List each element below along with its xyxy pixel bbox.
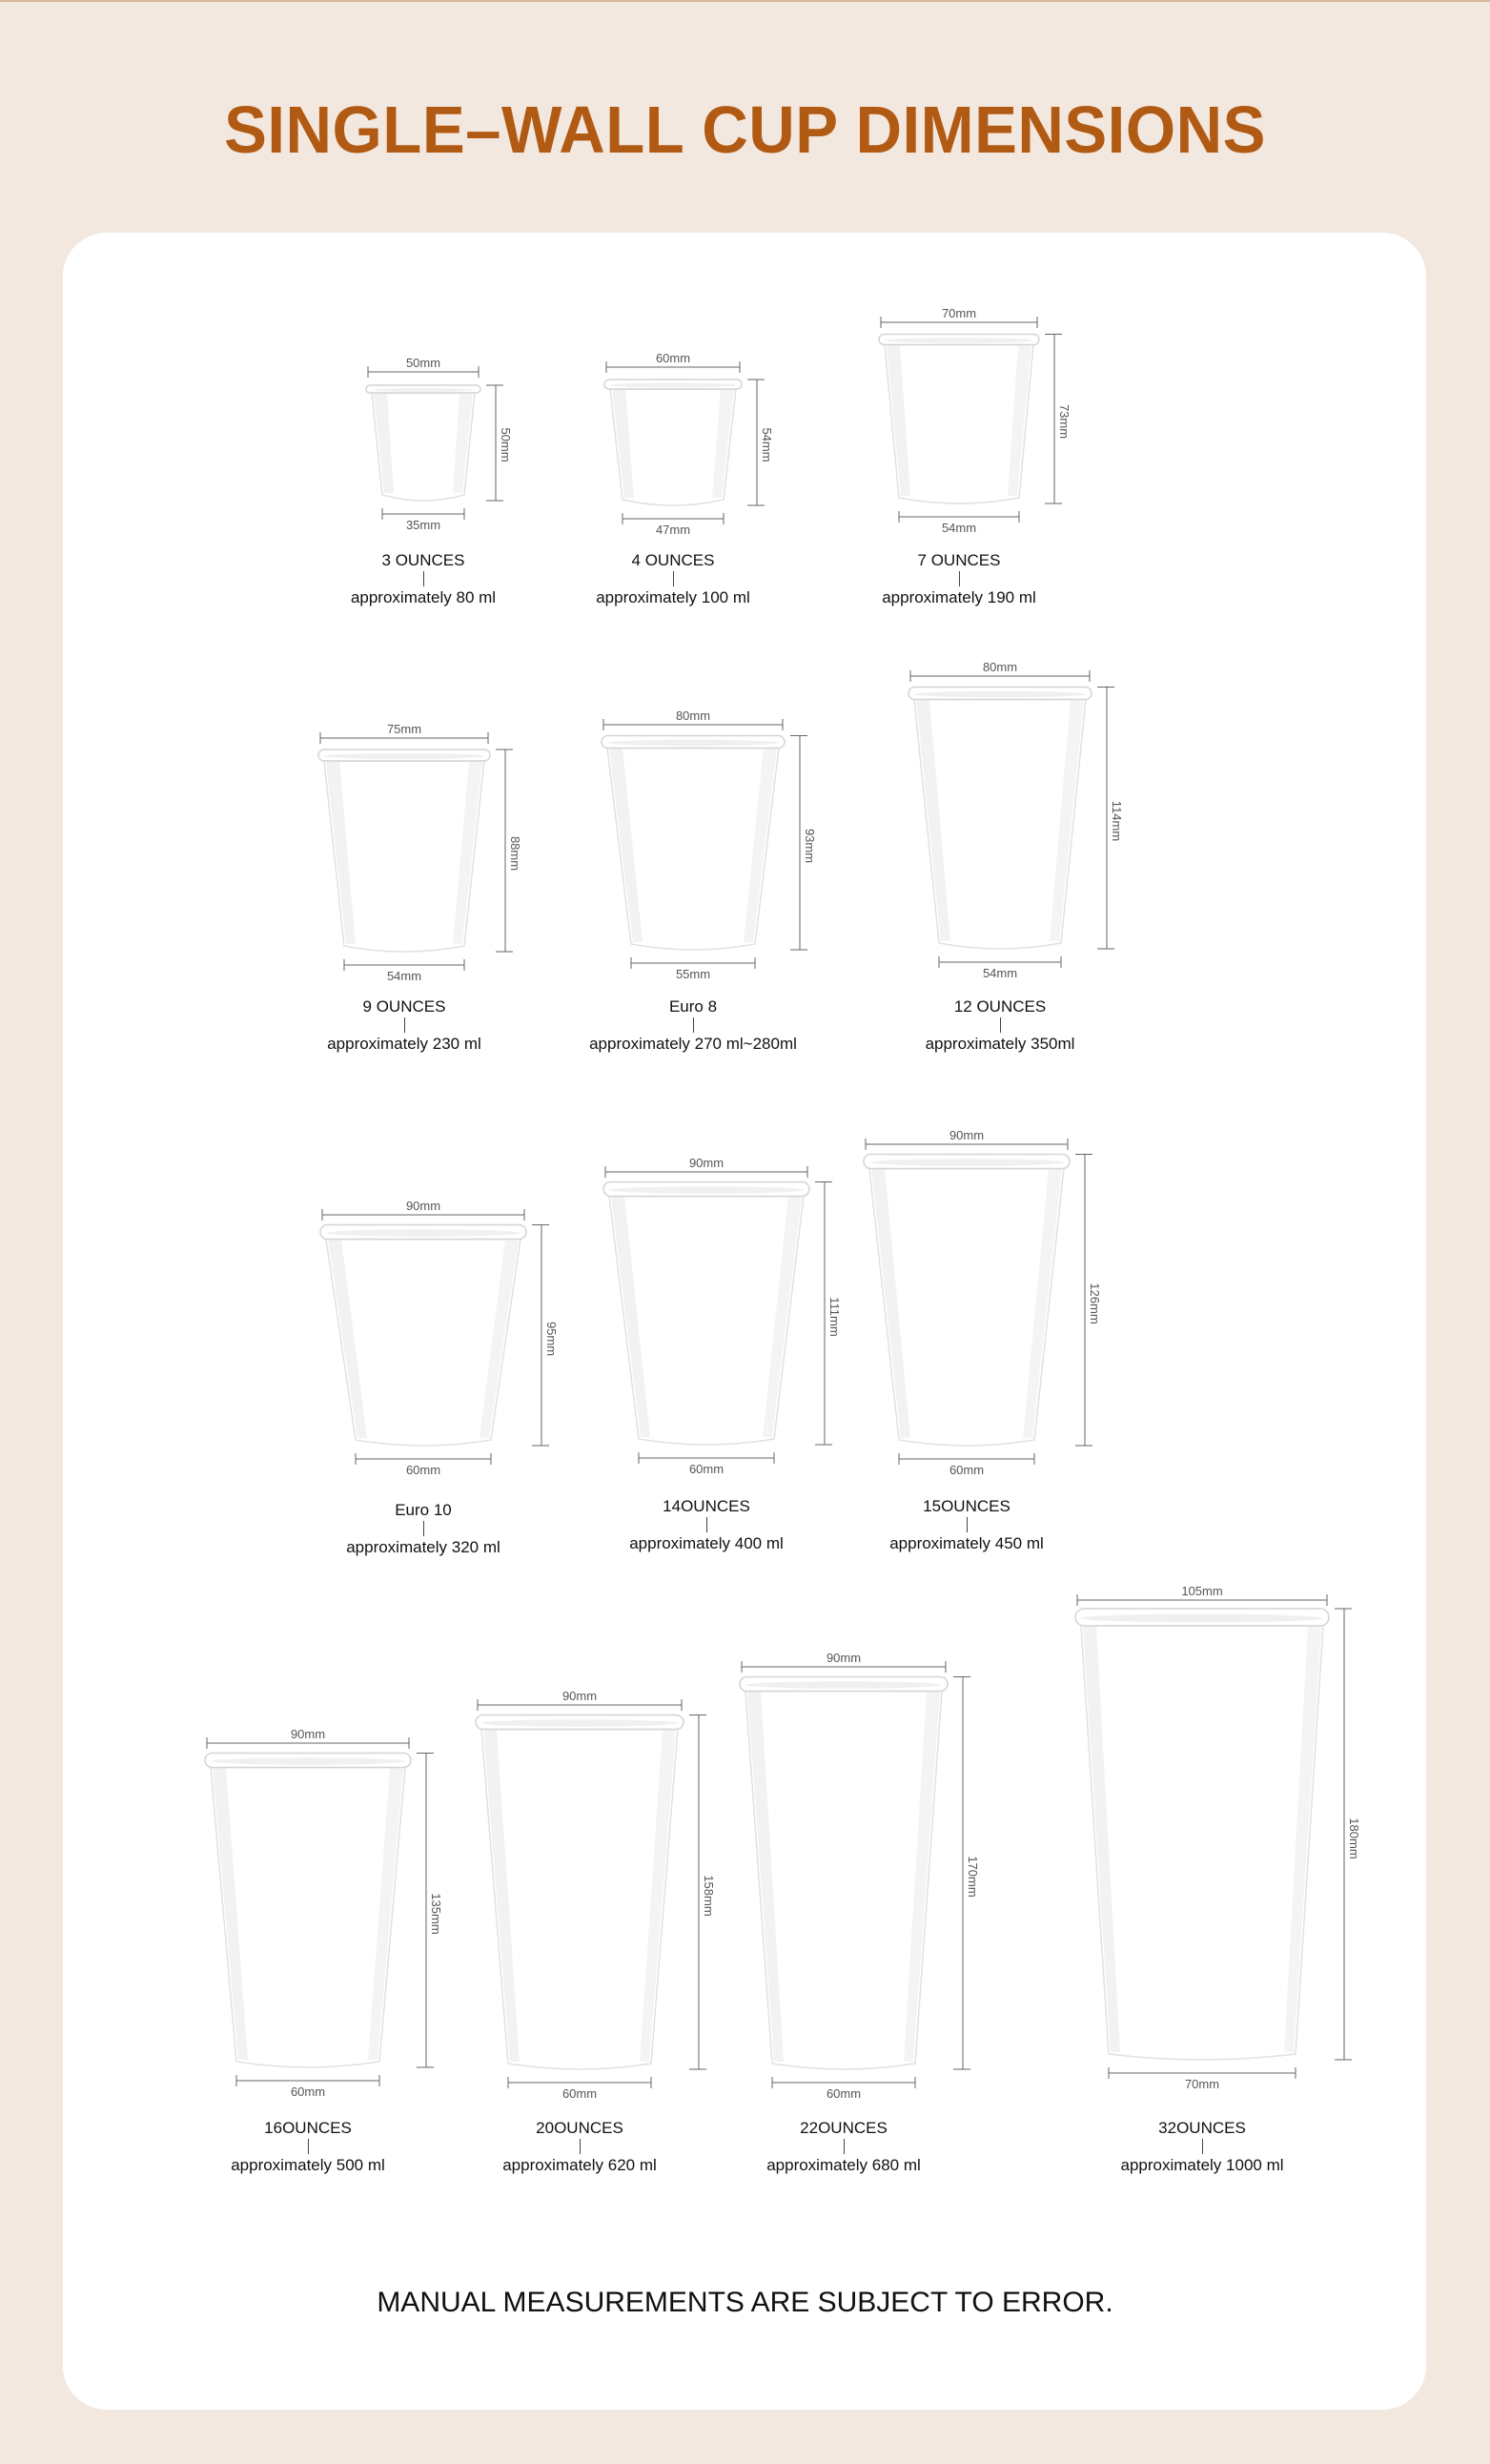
- cup-size-name: 14OUNCES: [663, 1497, 750, 1515]
- bottom-diameter-label: 35mm: [405, 518, 441, 532]
- bottom-diameter-label: 54mm: [941, 521, 977, 535]
- cup-size-name: 32OUNCES: [1158, 2119, 1246, 2137]
- bottom-diameter-label: 55mm: [675, 967, 711, 981]
- cup-volume: approximately 620 ml: [502, 2156, 657, 2174]
- height-label: 135mm: [429, 1893, 443, 1935]
- height-label: 95mm: [544, 1321, 559, 1357]
- cup-size-name: Euro 10: [395, 1501, 452, 1519]
- top-diameter-label: 80mm: [675, 708, 711, 723]
- top-diameter-label: 90mm: [561, 1689, 598, 1703]
- cup-volume: approximately 270 ml~280ml: [589, 1035, 797, 1053]
- caption-divider: [1202, 2139, 1203, 2154]
- top-diameter-label: 70mm: [941, 306, 977, 320]
- bottom-diameter-label: 60mm: [688, 1462, 725, 1476]
- cup-volume: approximately 1000 ml: [1120, 2156, 1284, 2174]
- bottom-diameter-label: 70mm: [1184, 2077, 1220, 2091]
- top-diameter-label: 90mm: [290, 1727, 326, 1741]
- cup-size-name: 12 OUNCES: [953, 997, 1047, 1016]
- top-diameter-label: 60mm: [655, 351, 691, 365]
- cup-size-name: 22OUNCES: [800, 2119, 888, 2137]
- bottom-diameter-label: 54mm: [386, 969, 422, 983]
- measurement-disclaimer: MANUAL MEASUREMENTS ARE SUBJECT TO ERROR.: [377, 2287, 1113, 2318]
- top-diameter-label: 90mm: [949, 1128, 985, 1142]
- cup-size-name: 16OUNCES: [264, 2119, 352, 2137]
- cup-volume: approximately 680 ml: [766, 2156, 921, 2174]
- cup-size-name: 9 OUNCES: [362, 997, 446, 1016]
- cup-volume: approximately 230 ml: [327, 1035, 481, 1053]
- cup-volume: approximately 320 ml: [346, 1538, 500, 1556]
- top-diameter-label: 90mm: [688, 1156, 725, 1170]
- height-label: 111mm: [827, 1297, 842, 1337]
- height-label: 126mm: [1088, 1283, 1102, 1324]
- page-title: SINGLE–WALL CUP DIMENSIONS: [224, 92, 1266, 167]
- height-label: 54mm: [760, 427, 774, 462]
- cup-volume: approximately 80 ml: [350, 588, 497, 606]
- bottom-diameter-label: 47mm: [655, 523, 691, 537]
- bottom-diameter-label: 60mm: [561, 2086, 598, 2101]
- height-label: 73mm: [1057, 403, 1072, 440]
- height-label: 50mm: [499, 427, 513, 462]
- bottom-diameter-label: 60mm: [290, 2084, 326, 2099]
- height-label: 88mm: [508, 835, 522, 872]
- cup-size-name: 4 OUNCES: [631, 551, 715, 569]
- cup-size-name: Euro 8: [668, 997, 718, 1016]
- cup-size-name: 20OUNCES: [536, 2119, 623, 2137]
- cup-caption: [1078, 2119, 1326, 2174]
- cup-volume: approximately 500 ml: [231, 2156, 385, 2174]
- top-diameter-label: 80mm: [982, 660, 1018, 674]
- height-label: 180mm: [1347, 1817, 1361, 1859]
- top-diameter-label: 50mm: [405, 356, 441, 370]
- bottom-diameter-label: 60mm: [826, 2086, 862, 2101]
- bottom-diameter-label: 54mm: [982, 966, 1018, 980]
- cup-size-name: 3 OUNCES: [381, 551, 465, 569]
- bottom-diameter-label: 60mm: [949, 1463, 985, 1477]
- height-label: 158mm: [702, 1875, 716, 1917]
- cup-volume: approximately 400 ml: [629, 1534, 784, 1552]
- top-diameter-label: 75mm: [386, 722, 422, 736]
- top-diameter-label: 105mm: [1181, 1584, 1223, 1598]
- top-diameter-label: 90mm: [405, 1199, 441, 1213]
- cup-size-name: 15OUNCES: [923, 1497, 1010, 1515]
- top-diameter-label: 90mm: [826, 1651, 862, 1665]
- height-label: 114mm: [1110, 800, 1124, 842]
- cup-body: [1081, 1626, 1323, 2060]
- cup-volume: approximately 100 ml: [596, 588, 750, 606]
- height-label: 170mm: [966, 1856, 980, 1898]
- cup-size-name: 7 OUNCES: [917, 551, 1001, 569]
- cup-volume: approximately 350ml: [925, 1035, 1075, 1053]
- cup-volume: approximately 190 ml: [882, 588, 1036, 606]
- cup-volume: approximately 450 ml: [889, 1534, 1044, 1552]
- bottom-diameter-label: 60mm: [405, 1463, 441, 1477]
- height-label: 93mm: [803, 828, 817, 864]
